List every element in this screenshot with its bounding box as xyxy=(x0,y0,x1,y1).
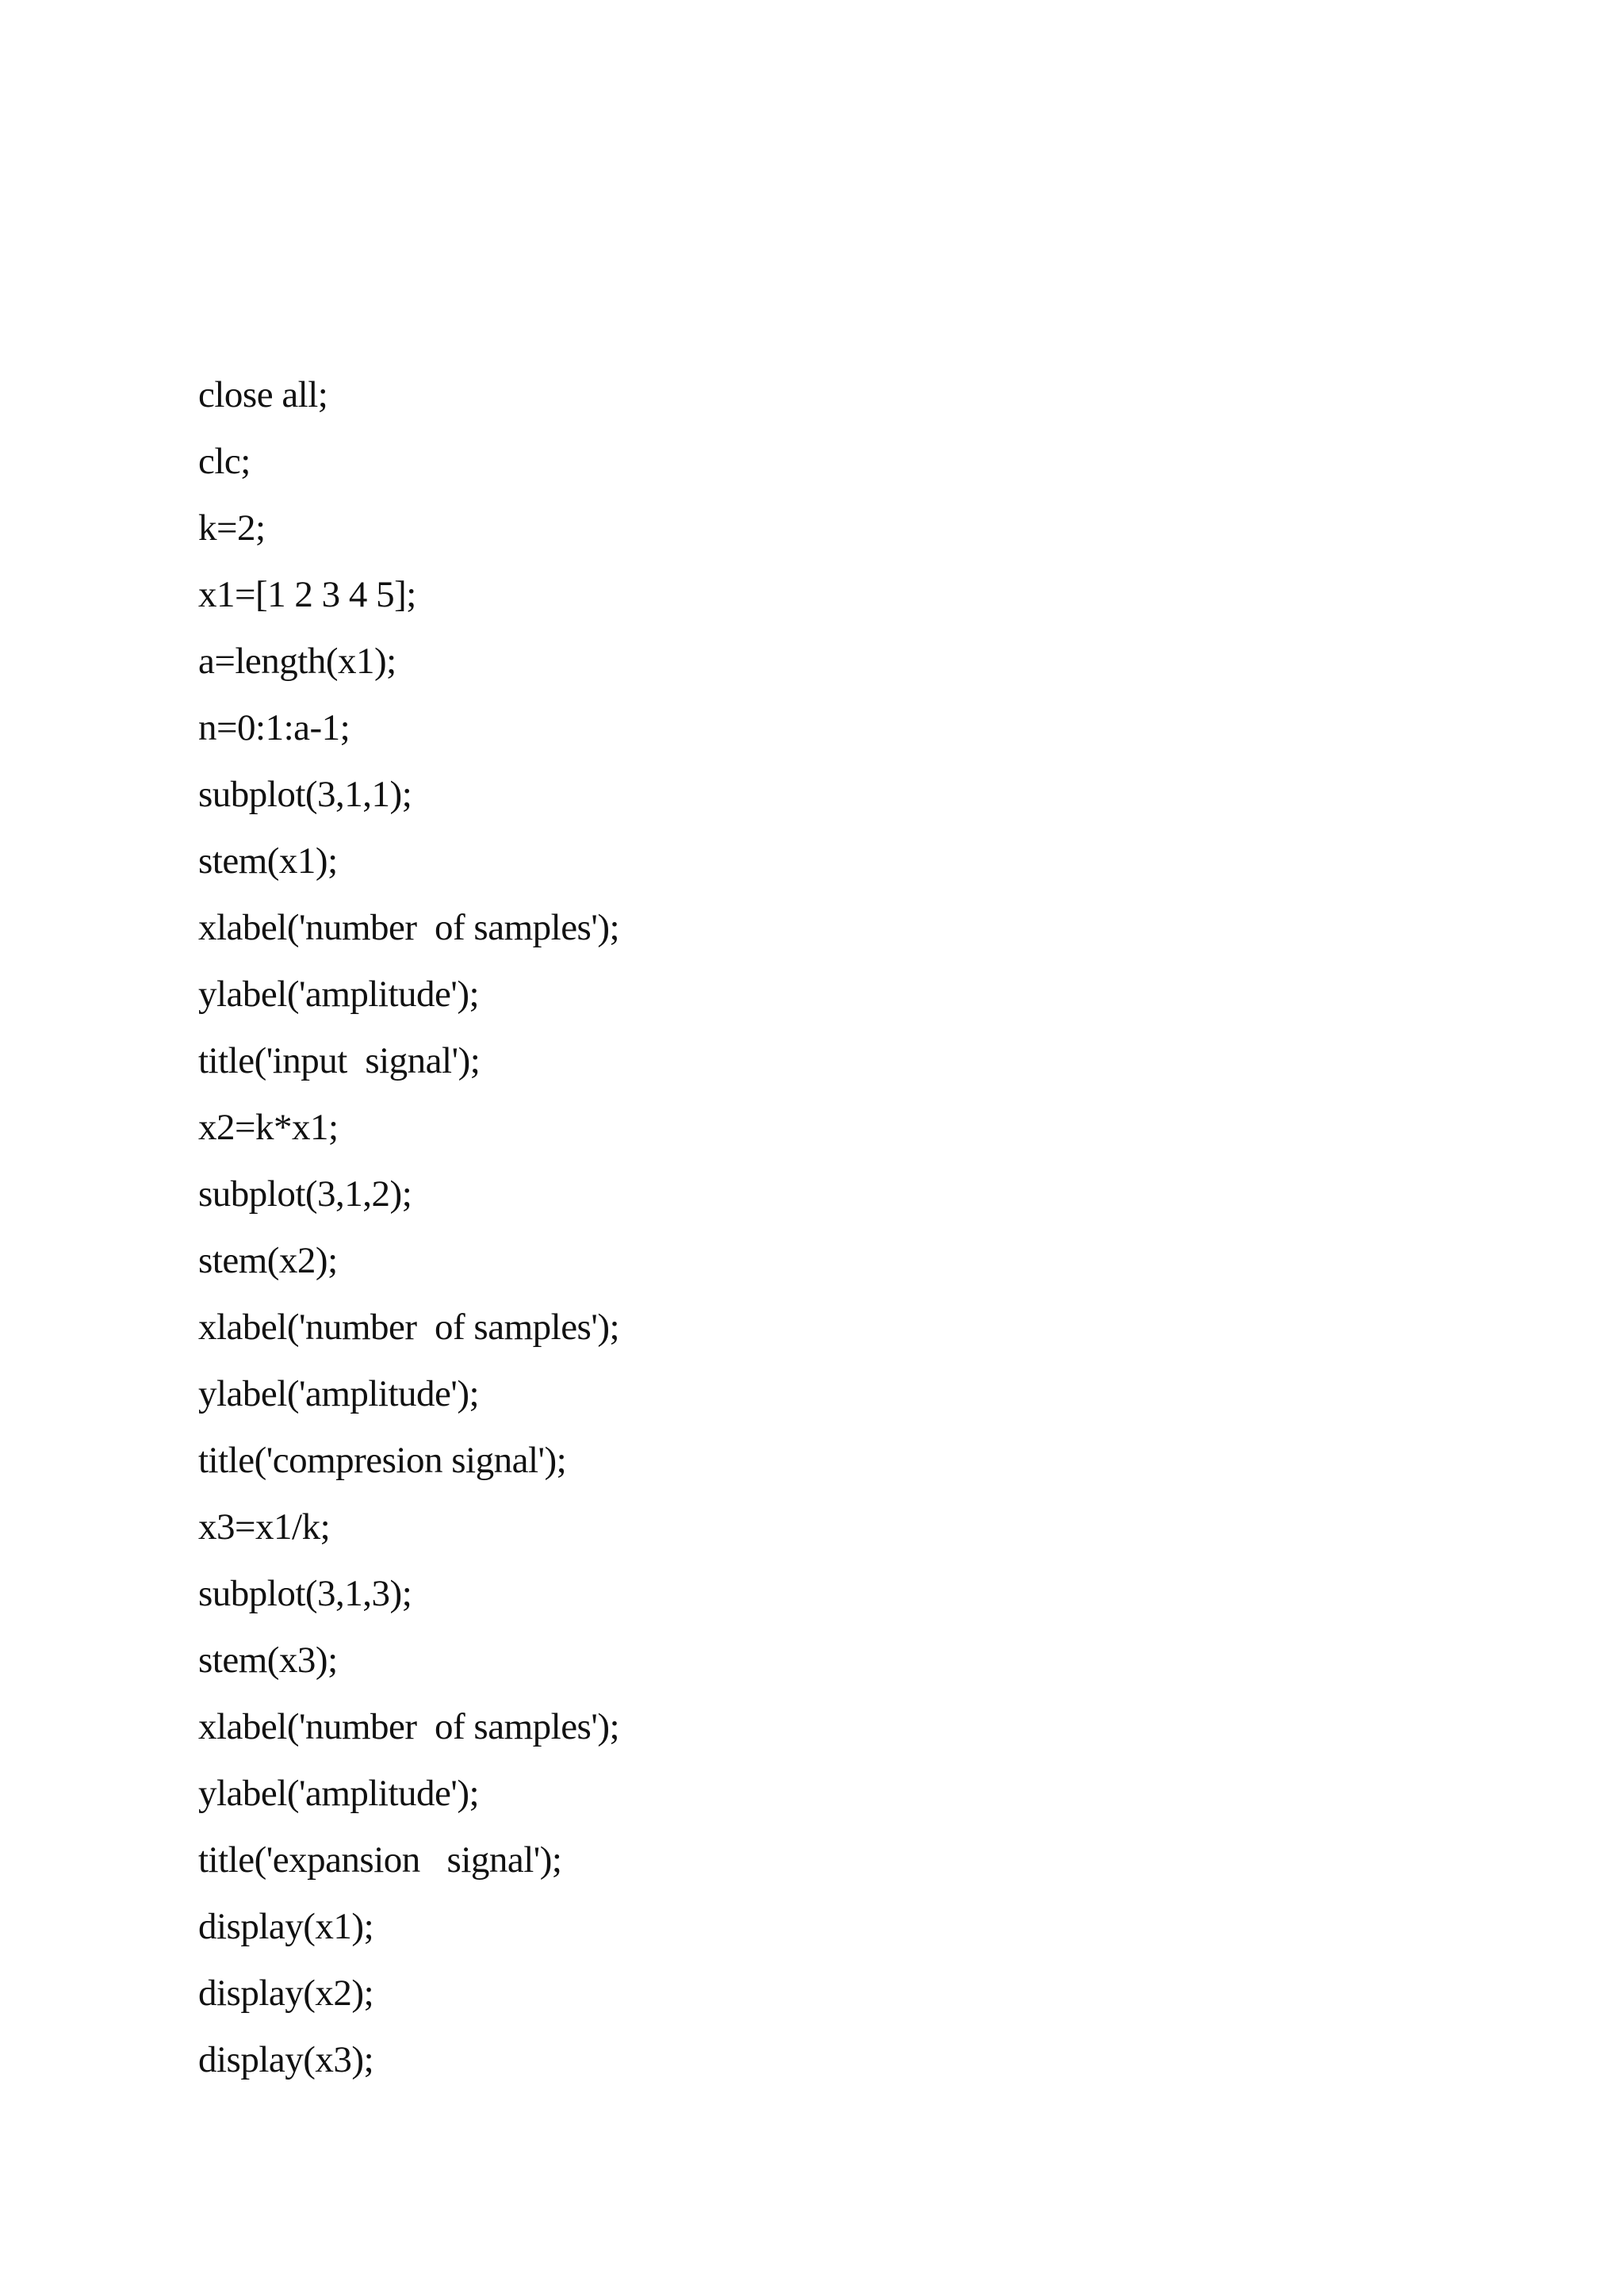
code-line: display(x3); xyxy=(198,2039,374,2080)
code-line: subplot(3,1,2); xyxy=(198,1173,412,1215)
code-line: ylabel('amplitude'); xyxy=(198,1773,480,1814)
code-line: stem(x3); xyxy=(198,1640,338,1681)
code-line: clc; xyxy=(198,441,251,482)
code-line: close all; xyxy=(198,374,328,415)
code-line: n=0:1:a-1; xyxy=(198,707,350,748)
code-line: a=length(x1); xyxy=(198,641,396,682)
code-line: subplot(3,1,1); xyxy=(198,774,412,815)
code-line: display(x1); xyxy=(198,1906,374,1947)
code-line: x2=k*x1; xyxy=(198,1107,339,1148)
code-listing xyxy=(198,362,619,2093)
code-line: xlabel('number of samples'); xyxy=(198,907,620,948)
code-line: x3=x1/k; xyxy=(198,1506,331,1548)
code-line: title('compresion signal'); xyxy=(198,1440,567,1481)
code-line: title('expansion signal'); xyxy=(198,1839,562,1881)
code-line: display(x2); xyxy=(198,1973,374,2014)
code-line: title('input signal'); xyxy=(198,1040,481,1081)
code-line: xlabel('number of samples'); xyxy=(198,1307,620,1348)
code-line: ylabel('amplitude'); xyxy=(198,1373,480,1414)
code-line: subplot(3,1,3); xyxy=(198,1573,412,1614)
code-line: x1=[1 2 3 4 5]; xyxy=(198,574,416,615)
code-line: stem(x1); xyxy=(198,840,338,882)
code-line: ylabel('amplitude'); xyxy=(198,974,480,1015)
code-line: k=2; xyxy=(198,507,266,549)
code-line: xlabel('number of samples'); xyxy=(198,1706,620,1747)
code-line: stem(x2); xyxy=(198,1240,338,1281)
